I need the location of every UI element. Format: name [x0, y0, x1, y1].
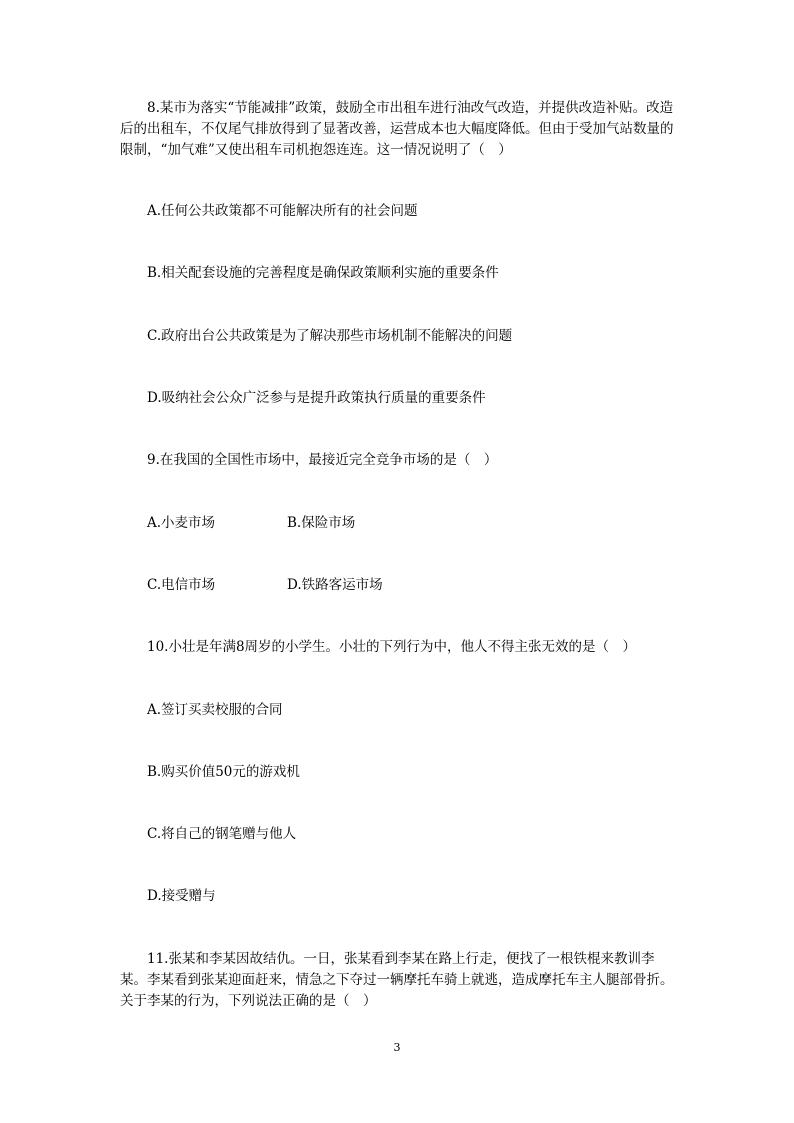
question-9-option-d: D.铁路客运市场 — [287, 577, 383, 593]
question-10-stem: 10.小壮是年满8周岁的小学生。小壮的下列行为中，他人不得主张无效的是（ ） — [147, 639, 637, 655]
question-10-option-d: D.接受赠与 — [147, 888, 216, 904]
page-number: 3 — [393, 1041, 401, 1054]
question-8-option-d: D.吸纳社会公众广泛参与是提升政策执行质量的重要条件 — [147, 390, 486, 406]
question-8-stem: 8.某市为落实“节能减排”政策，鼓励全市出租车进行油改气改造，并提供改造补贴。改造后的出租车，不仅尾气排放得到了显著改善，运营成本也大幅度降低。但由于受加气站数量的限制，“加气难”又使出租车司机抱怨连连。这一情况说明了（ ） — [120, 100, 674, 158]
question-9-option-c: C.电信市场 — [147, 577, 216, 593]
question-11-stem: 11.张某和李某因故结仇。一日，张某看到李某在路上行走，便找了一根铁棍来教训李某。李某看到张某迎面赶来，情急之下夺过一辆摩托车骑上就逃，造成摩托车主人腿部骨折。关于李某的行为，下列说法正确的是（ ） — [120, 951, 674, 1009]
question-8-option-c: C.政府出台公共政策是为了解决那些市场机制不能解决的问题 — [147, 328, 513, 344]
question-8-option-b: B.相关配套设施的完善程度是确保政策顺利实施的重要条件 — [147, 265, 499, 281]
question-10-option-c: C.将自己的钢笔赠与他人 — [147, 826, 297, 842]
question-9-option-b: B.保险市场 — [287, 515, 356, 531]
question-8-option-a: A.任何公共政策都不可能解决所有的社会问题 — [147, 203, 418, 219]
question-9-stem: 9.在我国的全国性市场中，最接近完全竞争市场的是（ ） — [147, 452, 498, 468]
question-10-option-a: A.签订买卖校服的合同 — [147, 702, 283, 718]
question-10-option-b: B.购买价值50元的游戏机 — [147, 764, 300, 780]
question-9-option-a: A.小麦市场 — [147, 515, 216, 531]
